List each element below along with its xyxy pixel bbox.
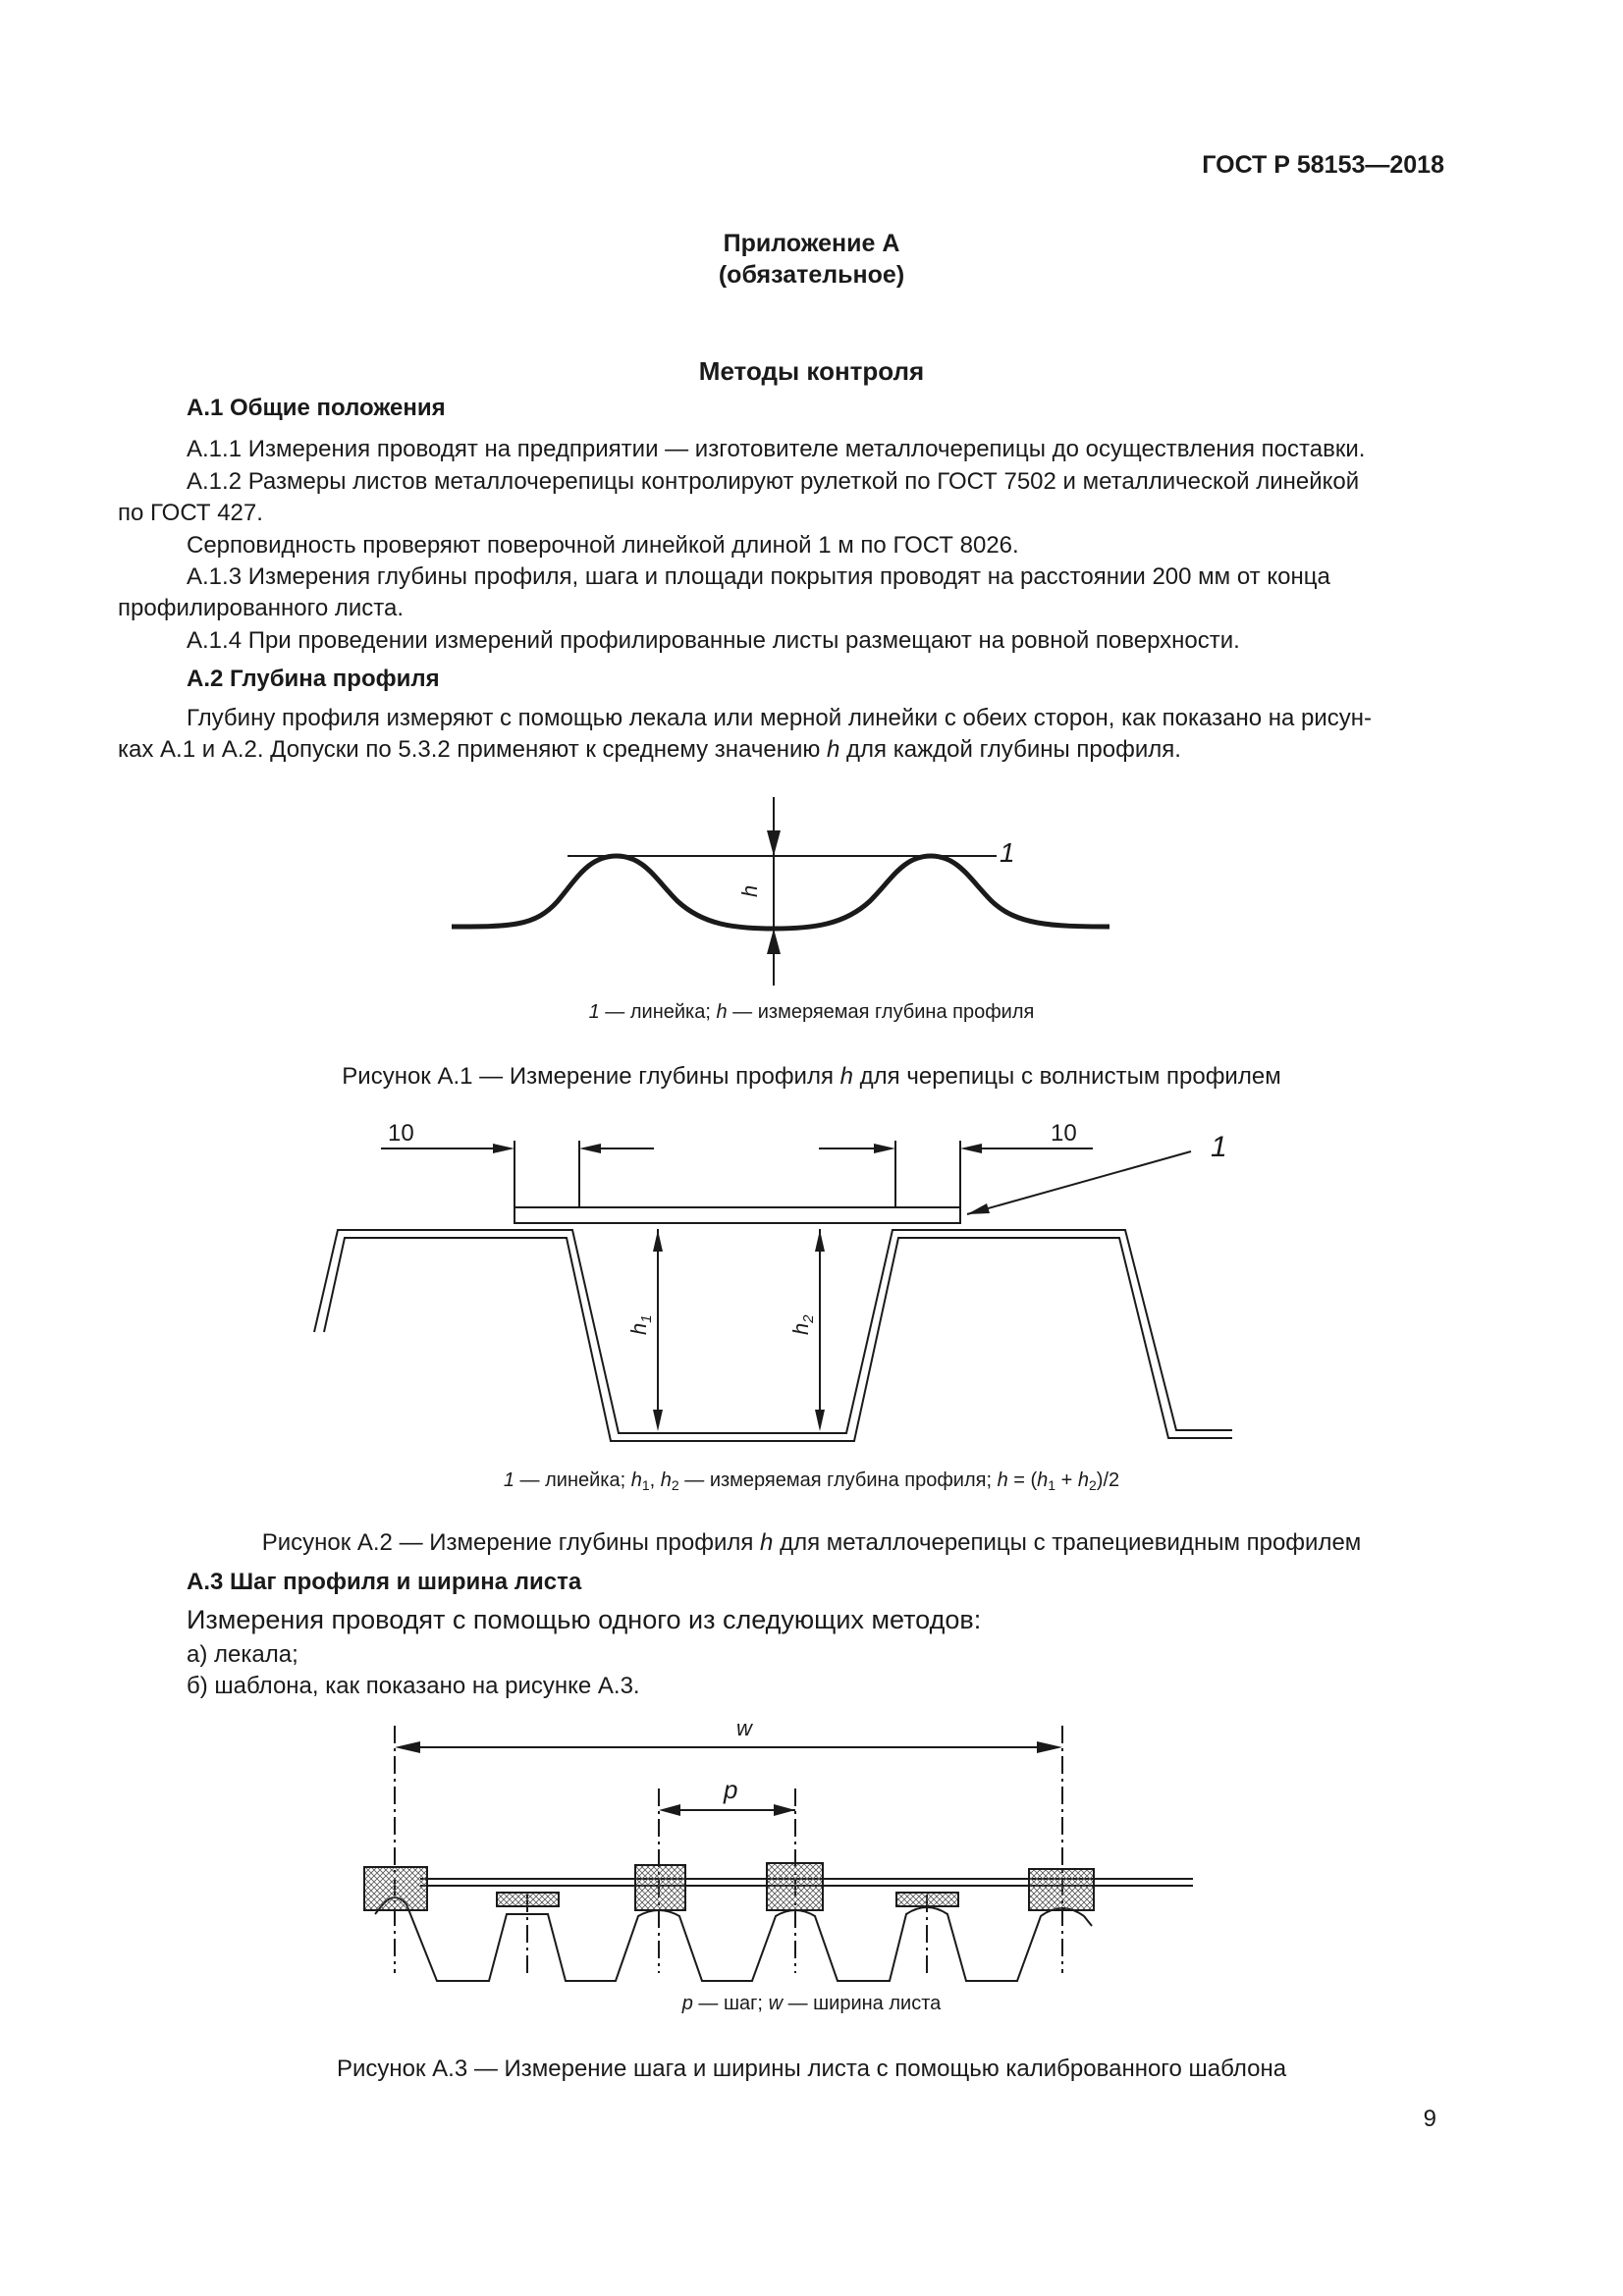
a1-heading: А.1 Общие положения: [187, 395, 446, 421]
section-title: Методы контроля: [698, 356, 925, 386]
fig2-caption: Рисунок А.2 — Измерение глубины профиля h для металлочерепицы с трапециевидным профилем: [261, 1529, 1362, 1556]
fig3-block-1: [364, 1867, 427, 1910]
fig2-profile-inner: [324, 1238, 1232, 1441]
appendix-status: (обязательное): [718, 261, 905, 289]
fig3-block-3: [767, 1863, 823, 1910]
document-number: ГОСТ Р 58153—2018: [1202, 151, 1444, 179]
figure-a3-diagram: [0, 1708, 1623, 2002]
a1-paragraph-2-cont: по ГОСТ 427.: [118, 500, 263, 526]
fig1-label-h: h: [737, 884, 762, 897]
fig2-dim-left: 10: [388, 1120, 414, 1147]
fig2-leader-1: [967, 1151, 1191, 1214]
a2-heading: А.2 Глубина профиля: [187, 666, 440, 692]
fig3-block-small-1: [497, 1893, 559, 1906]
a3-item-a: а) лекала;: [187, 1641, 298, 1668]
appendix-title: Приложение А: [723, 230, 900, 257]
fig2-label-1: 1: [1211, 1131, 1227, 1163]
figure-a2-diagram: [0, 1099, 1623, 1433]
a1-paragraph-4: А.1.3 Измерения глубины профиля, шага и площади покрытия проводят на расстоянии 200 мм от конца: [187, 563, 1330, 590]
a1-paragraph-4-cont: профилированного листа.: [118, 595, 405, 621]
fig2-ruler-bar: [514, 1207, 960, 1223]
fig3-legend: p — шаг; w — ширина листа: [681, 1993, 942, 2014]
page-number: 9: [1423, 2106, 1436, 2132]
fig2-label-h1: $h_1$: [626, 1314, 655, 1335]
a1-paragraph-2: А.1.2 Размеры листов металлочерепицы контролируют рулеткой по ГОСТ 7502 и металлической линейкой: [187, 468, 1360, 495]
fig2-profile-outer: [314, 1230, 1232, 1433]
fig1-arrow-top: [767, 830, 781, 856]
fig1-arrow-bottom: [767, 929, 781, 954]
a2-paragraph-1: Глубину профиля измеряют с помощью лекала или мерной линейки с обеих сторон, как показано на рисун-: [187, 705, 1372, 731]
fig3-block-4: [1029, 1869, 1094, 1910]
a1-paragraph-1: А.1.1 Измерения проводят на предприятии — изготовителе металлочерепицы до осуществления поставки.: [187, 436, 1366, 462]
a2-paragraph-1-cont: ках А.1 и А.2. Допуски по 5.3.2 применяют к среднему значению h для каждой глубины профиля.: [118, 736, 1181, 763]
fig3-block-2: [635, 1865, 685, 1910]
fig3-label-p: p: [724, 1775, 738, 1804]
a1-paragraph-5: А.1.4 При проведении измерений профилированные листы размещают на ровной поверхности.: [187, 627, 1240, 654]
fig2-dim-right: 10: [1051, 1120, 1077, 1147]
a3-item-b: б) шаблона, как показано на рисунке А.3.: [187, 1673, 640, 1699]
a1-paragraph-3: Серповидность проверяют поверочной линейкой длиной 1 м по ГОСТ 8026.: [187, 532, 1019, 559]
fig1-label-1: 1: [1000, 837, 1015, 868]
fig3-label-w: w: [736, 1716, 752, 1740]
fig2-legend: 1 — линейка; $h_1$, $h_2$ — измеряемая глубина профиля; $h = (h_1 + h_2)/2$: [503, 1469, 1120, 1493]
fig3-sheet-profile: [375, 1897, 1092, 1981]
fig1-caption: Рисунок А.1 — Измерение глубины профиля h для черепицы с волнистым профилем: [342, 1063, 1281, 1090]
fig2-label-h2: $h_2$: [788, 1314, 817, 1335]
fig3-caption: Рисунок А.3 — Измерение шага и ширины листа с помощью калиброванного шаблона: [336, 2056, 1287, 2082]
fig1-legend: 1 — линейка; h — измеряемая глубина профиля: [588, 1001, 1035, 1023]
figure-a1-diagram: [0, 785, 1623, 1011]
a3-intro: Измерения проводят с помощью одного из следующих методов:: [187, 1605, 982, 1634]
fig3-block-small-2: [896, 1893, 958, 1906]
a3-heading: А.3 Шаг профиля и ширина листа: [187, 1569, 582, 1595]
